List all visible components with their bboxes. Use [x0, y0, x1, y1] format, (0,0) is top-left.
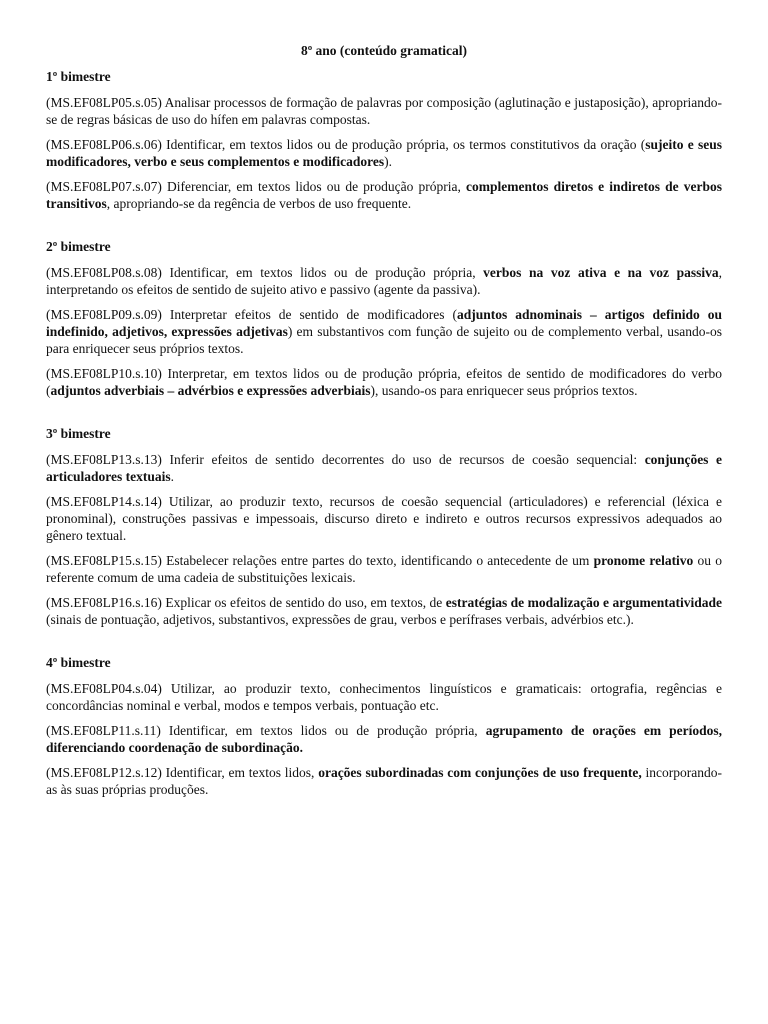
text-segment: (MS.EF08LP16.s.16) Explicar os efeitos de sentido do uso, em textos, de — [46, 595, 446, 610]
skill-paragraph — [46, 136, 722, 170]
skill-paragraph — [46, 493, 722, 544]
text-segment: (MS.EF08LP15.s.15) Estabelecer relações entre partes do texto, identificando o antecedente de um — [46, 553, 594, 568]
section-bimestre-2 — [46, 238, 722, 399]
section-heading: 2º bimestre — [46, 239, 111, 254]
skill-paragraph — [46, 306, 722, 357]
text-segment: ), usando-os para enriquecer seus próprios textos. — [370, 383, 638, 398]
bold-segment: adjuntos adnominais – artigos definido ou indefinido, adjetivos, expressões adjetivas — [46, 307, 722, 339]
skill-paragraph — [46, 552, 722, 586]
skill-paragraph — [46, 594, 722, 628]
document-title: 8º ano (conteúdo gramatical) — [300, 43, 468, 58]
text-segment: (MS.EF08LP10.s.10) Interpretar, em textos lidos ou de produção própria, efeitos de sentido de modificadores do verbo ( — [46, 366, 722, 398]
text-segment: (MS.EF08LP07.s.07) Diferenciar, em textos lidos ou de produção própria, — [46, 179, 466, 194]
text-segment: incorporando-as às suas próprias produções. — [46, 765, 722, 797]
skill-paragraph — [46, 264, 722, 298]
bold-segment: verbos na voz ativa e na voz passiva — [483, 265, 719, 280]
text-segment: , apropriando-se da regência de verbos de uso frequente. — [106, 196, 412, 211]
section-heading: 3º bimestre — [46, 426, 111, 441]
text-segment: (MS.EF08LP06.s.06) Identificar, em textos lidos ou de produção própria, os termos constitutivos da oração ( — [46, 137, 646, 152]
bold-segment: conjunções e articuladores textuais — [46, 452, 722, 484]
text-segment: (MS.EF08LP04.s.04) Utilizar, ao produzir texto, conhecimentos linguísticos e gramaticais: ortografia, regências e concordâncias nominal e verbal, modos e tempos verbais, pontuação etc. — [46, 681, 722, 713]
text-segment: . — [170, 469, 174, 484]
skill-paragraph — [46, 178, 722, 212]
text-segment: (MS.EF08LP14.s.14) Utilizar, ao produzir texto, recursos de coesão sequencial (articuladores) e referencial (léxica e pronominal), construções passivas e impessoais, discurso direto e indireto e outros recursos expressivos adequados ao gênero textual. — [46, 494, 722, 543]
bold-segment: estratégias de modalização e argumentatividade — [445, 595, 722, 610]
text-segment: ). — [384, 154, 392, 169]
bold-segment: complementos diretos e indiretos de verbos transitivos — [46, 179, 722, 211]
skill-paragraph — [46, 680, 722, 714]
skill-paragraph — [46, 94, 722, 128]
text-segment: (MS.EF08LP08.s.08) Identificar, em textos lidos ou de produção própria, — [46, 265, 484, 280]
skill-paragraph — [46, 764, 722, 798]
bold-segment: sujeito e seus modificadores, verbo e seus complementos e modificadores — [46, 137, 722, 169]
skill-paragraph — [46, 722, 722, 756]
text-segment: (MS.EF08LP13.s.13) Inferir efeitos de sentido decorrentes do uso de recursos de coesão sequencial: — [46, 452, 645, 467]
section-bimestre-1 — [46, 68, 722, 212]
section-bimestre-3 — [46, 425, 722, 628]
bold-segment: adjuntos adverbiais – advérbios e expressões adverbiais — [50, 383, 371, 398]
text-segment: ou o referente comum de uma cadeia de substituições lexicais. — [46, 553, 722, 585]
sections-container — [46, 68, 722, 798]
text-segment: (MS.EF08LP11.s.11) Identificar, em textos lidos ou de produção própria, — [46, 723, 486, 738]
skill-paragraph — [46, 365, 722, 399]
text-segment: (MS.EF08LP05.s.05) Analisar processos de formação de palavras por composição (aglutinação e justaposição), apropriando-se de regras básicas de uso do hífen em palavras compostas. — [46, 95, 722, 127]
bold-segment: pronome relativo — [593, 553, 694, 568]
text-segment: ) em substantivos com função de sujeito ou de complemento verbal, usando-os para enriquecer seus próprios textos. — [46, 324, 722, 356]
text-segment: , interpretando os efeitos de sentido de sujeito ativo e passivo (agente da passiva). — [46, 265, 723, 297]
text-segment: (MS.EF08LP09.s.09) Interpretar efeitos de sentido de modificadores ( — [46, 307, 457, 322]
skill-paragraph — [46, 451, 722, 485]
bold-segment: orações subordinadas com conjunções de uso frequente, — [318, 765, 642, 780]
section-bimestre-4 — [46, 654, 722, 798]
section-heading: 4º bimestre — [46, 655, 111, 670]
text-segment: (MS.EF08LP12.s.12) Identificar, em textos lidos, — [46, 765, 319, 780]
section-heading: 1º bimestre — [46, 69, 111, 84]
text-segment: (sinais de pontuação, adjetivos, substantivos, expressões de grau, verbos e perífrases verbais, advérbios etc.). — [46, 612, 634, 627]
bold-segment: agrupamento de orações em períodos, diferenciando coordenação de subordinação. — [46, 723, 722, 755]
